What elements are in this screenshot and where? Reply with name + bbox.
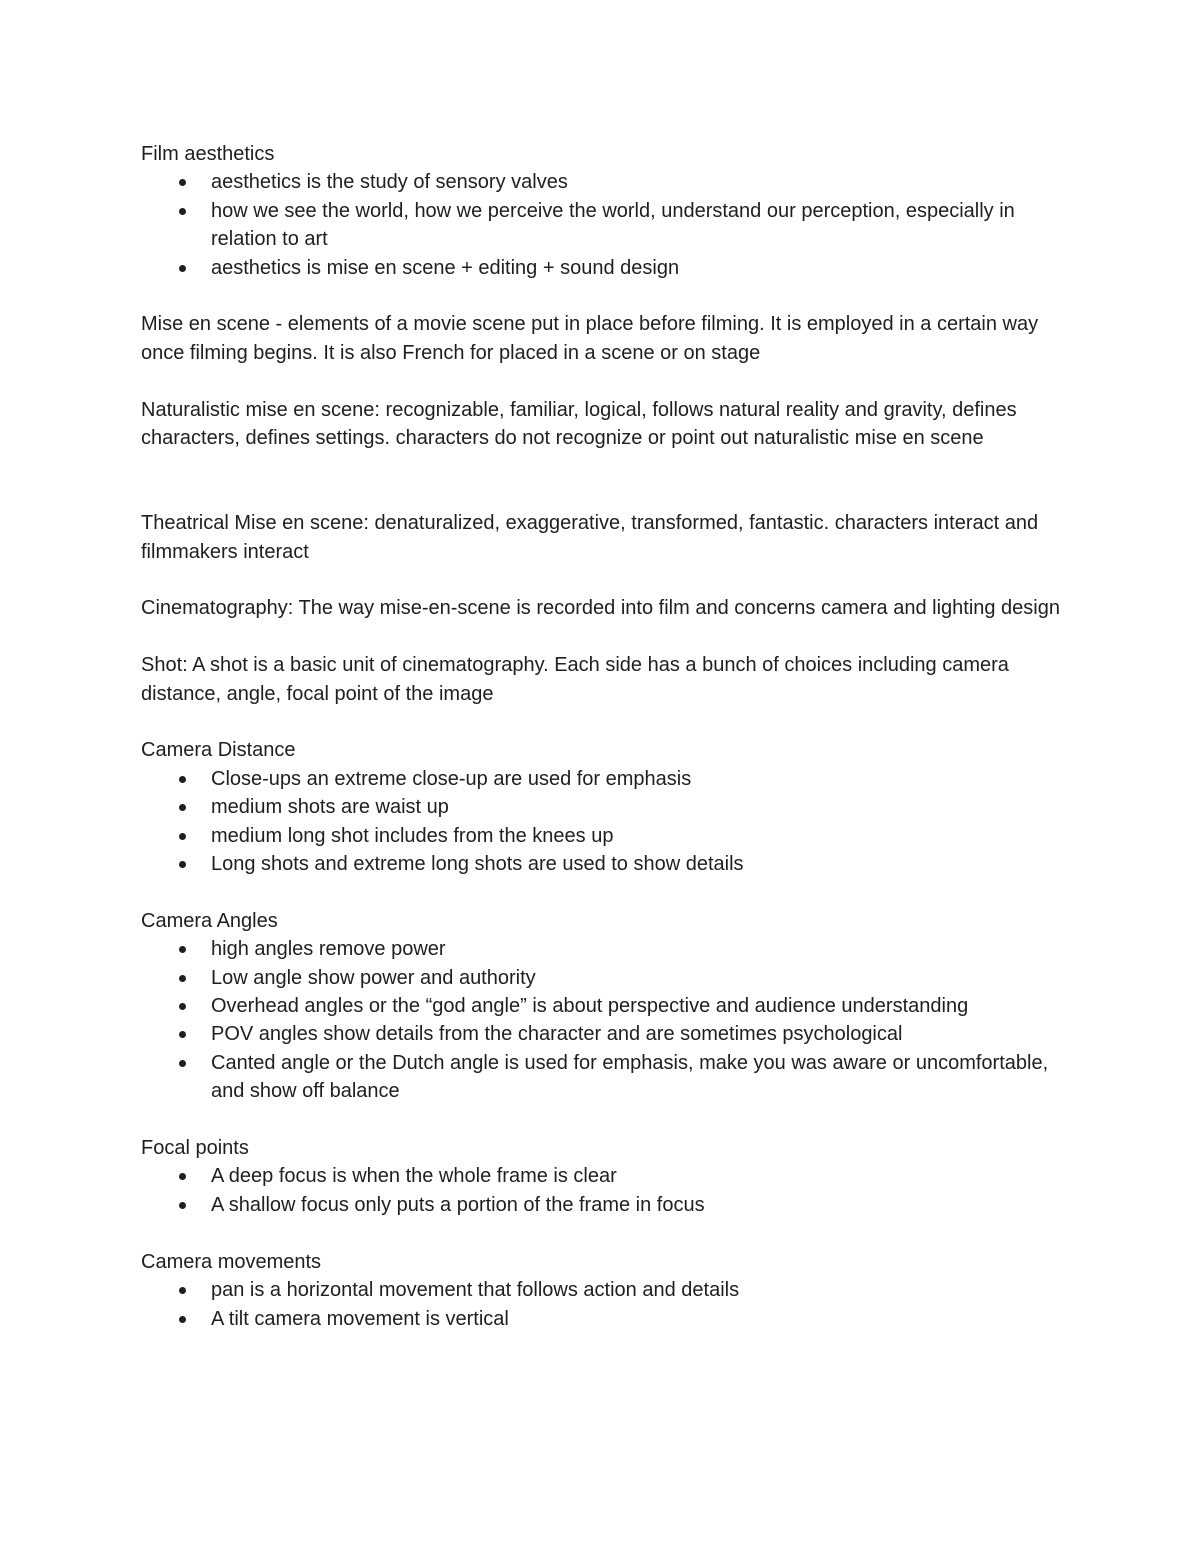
list-item [211,1276,1066,1304]
list-item-text: A deep focus is when the whole frame is clear [211,1165,617,1188]
list-item-text: POV angles show details from the character and are sometimes psychological [211,1023,903,1046]
list-item [211,765,1066,793]
bullet-icon [179,1060,186,1067]
bullet-icon [179,946,186,953]
list-item [211,168,1066,196]
bullet-icon [179,975,186,982]
section-heading-film-aesthetics: Film aesthetics [141,143,275,165]
section-heading-camera-movements: Camera movements [141,1250,322,1273]
bullet-list-camera-movements [141,1276,1066,1333]
bullet-icon [179,1316,186,1323]
list-item-text: Overhead angles or the “god angle” is about perspective and audience understanding [211,995,969,1018]
list-item [211,1049,1066,1106]
bullet-icon [179,1202,186,1209]
bullet-icon [179,1031,186,1038]
bullet-icon [179,1287,186,1294]
bullet-icon [179,208,186,215]
list-item-text: A tilt camera movement is vertical [211,1307,509,1330]
section-heading-focal-points: Focal points [141,1137,249,1160]
list-item [211,793,1066,821]
section-heading-camera-angles: Camera Angles [141,909,278,932]
paragraph-cinematography: Cinematography: The way mise-en-scene is recorded into film and concerns camera and lighting design [141,597,1060,620]
list-item-text: Low angle show power and authority [211,966,536,989]
list-item [211,1162,1066,1190]
list-item [211,992,1066,1020]
list-item [211,1020,1066,1048]
list-item [211,1305,1066,1333]
bullet-icon [179,179,186,186]
bullet-list-camera-angles [141,935,1066,1105]
list-item-text: A shallow focus only puts a portion of the frame in focus [211,1193,705,1216]
list-item-text: aesthetics is mise en scene + editing + sound design [211,256,680,279]
list-item-text: Long shots and extreme long shots are used to show details [211,853,744,876]
paragraph-theatrical: Theatrical Mise en scene: denaturalized, exaggerative, transformed, fantastic. characters interact and filmmakers interact [141,512,1039,563]
bullet-icon [179,833,186,840]
list-item-text: how we see the world, how we perceive the world, understand our perception, especially in relation to art [211,199,1015,251]
bullet-icon [179,804,186,811]
list-item [211,850,1066,878]
paragraph-shot: Shot: A shot is a basic unit of cinematography. Each side has a bunch of choices including camera distance, angle, focal point of the image [141,654,1009,705]
bullet-icon [179,861,186,868]
document-page [141,140,1066,1333]
bullet-icon [179,265,186,272]
list-item-text: pan is a horizontal movement that follows action and details [211,1279,740,1302]
paragraph-mise-en-scene: Mise en scene - elements of a movie scene put in place before filming. It is employed in a certain way once filming begins. It is also French for placed in a scene or on stage [141,313,1039,364]
paragraph-naturalistic: Naturalistic mise en scene: recognizable, familiar, logical, follows natural reality and gravity, defines characters, defines settings. characters do not recognize or point out naturalistic mise en scene [141,398,1017,450]
list-item-text: medium shots are waist up [211,796,449,819]
list-item [211,254,1066,282]
bullet-icon [179,1173,186,1180]
list-item-text: medium long shot includes from the knees up [211,824,614,847]
list-item [211,964,1066,992]
list-item [211,822,1066,850]
list-item [211,935,1066,963]
list-item [211,197,1066,254]
list-item-text: Close-ups an extreme close-up are used for emphasis [211,767,692,790]
bullet-icon [179,776,186,783]
list-item-text: high angles remove power [211,938,446,961]
bullet-list-film-aesthetics [141,168,1066,282]
section-heading-camera-distance: Camera Distance [141,739,296,762]
bullet-list-camera-distance [141,765,1066,879]
list-item [211,1191,1066,1219]
bullet-list-focal-points [141,1162,1066,1219]
list-item-text: Canted angle or the Dutch angle is used for emphasis, make you was aware or uncomfortable, and show off balance [211,1051,1049,1103]
list-item-text: aesthetics is the study of sensory valves [211,171,568,194]
bullet-icon [179,1003,186,1010]
